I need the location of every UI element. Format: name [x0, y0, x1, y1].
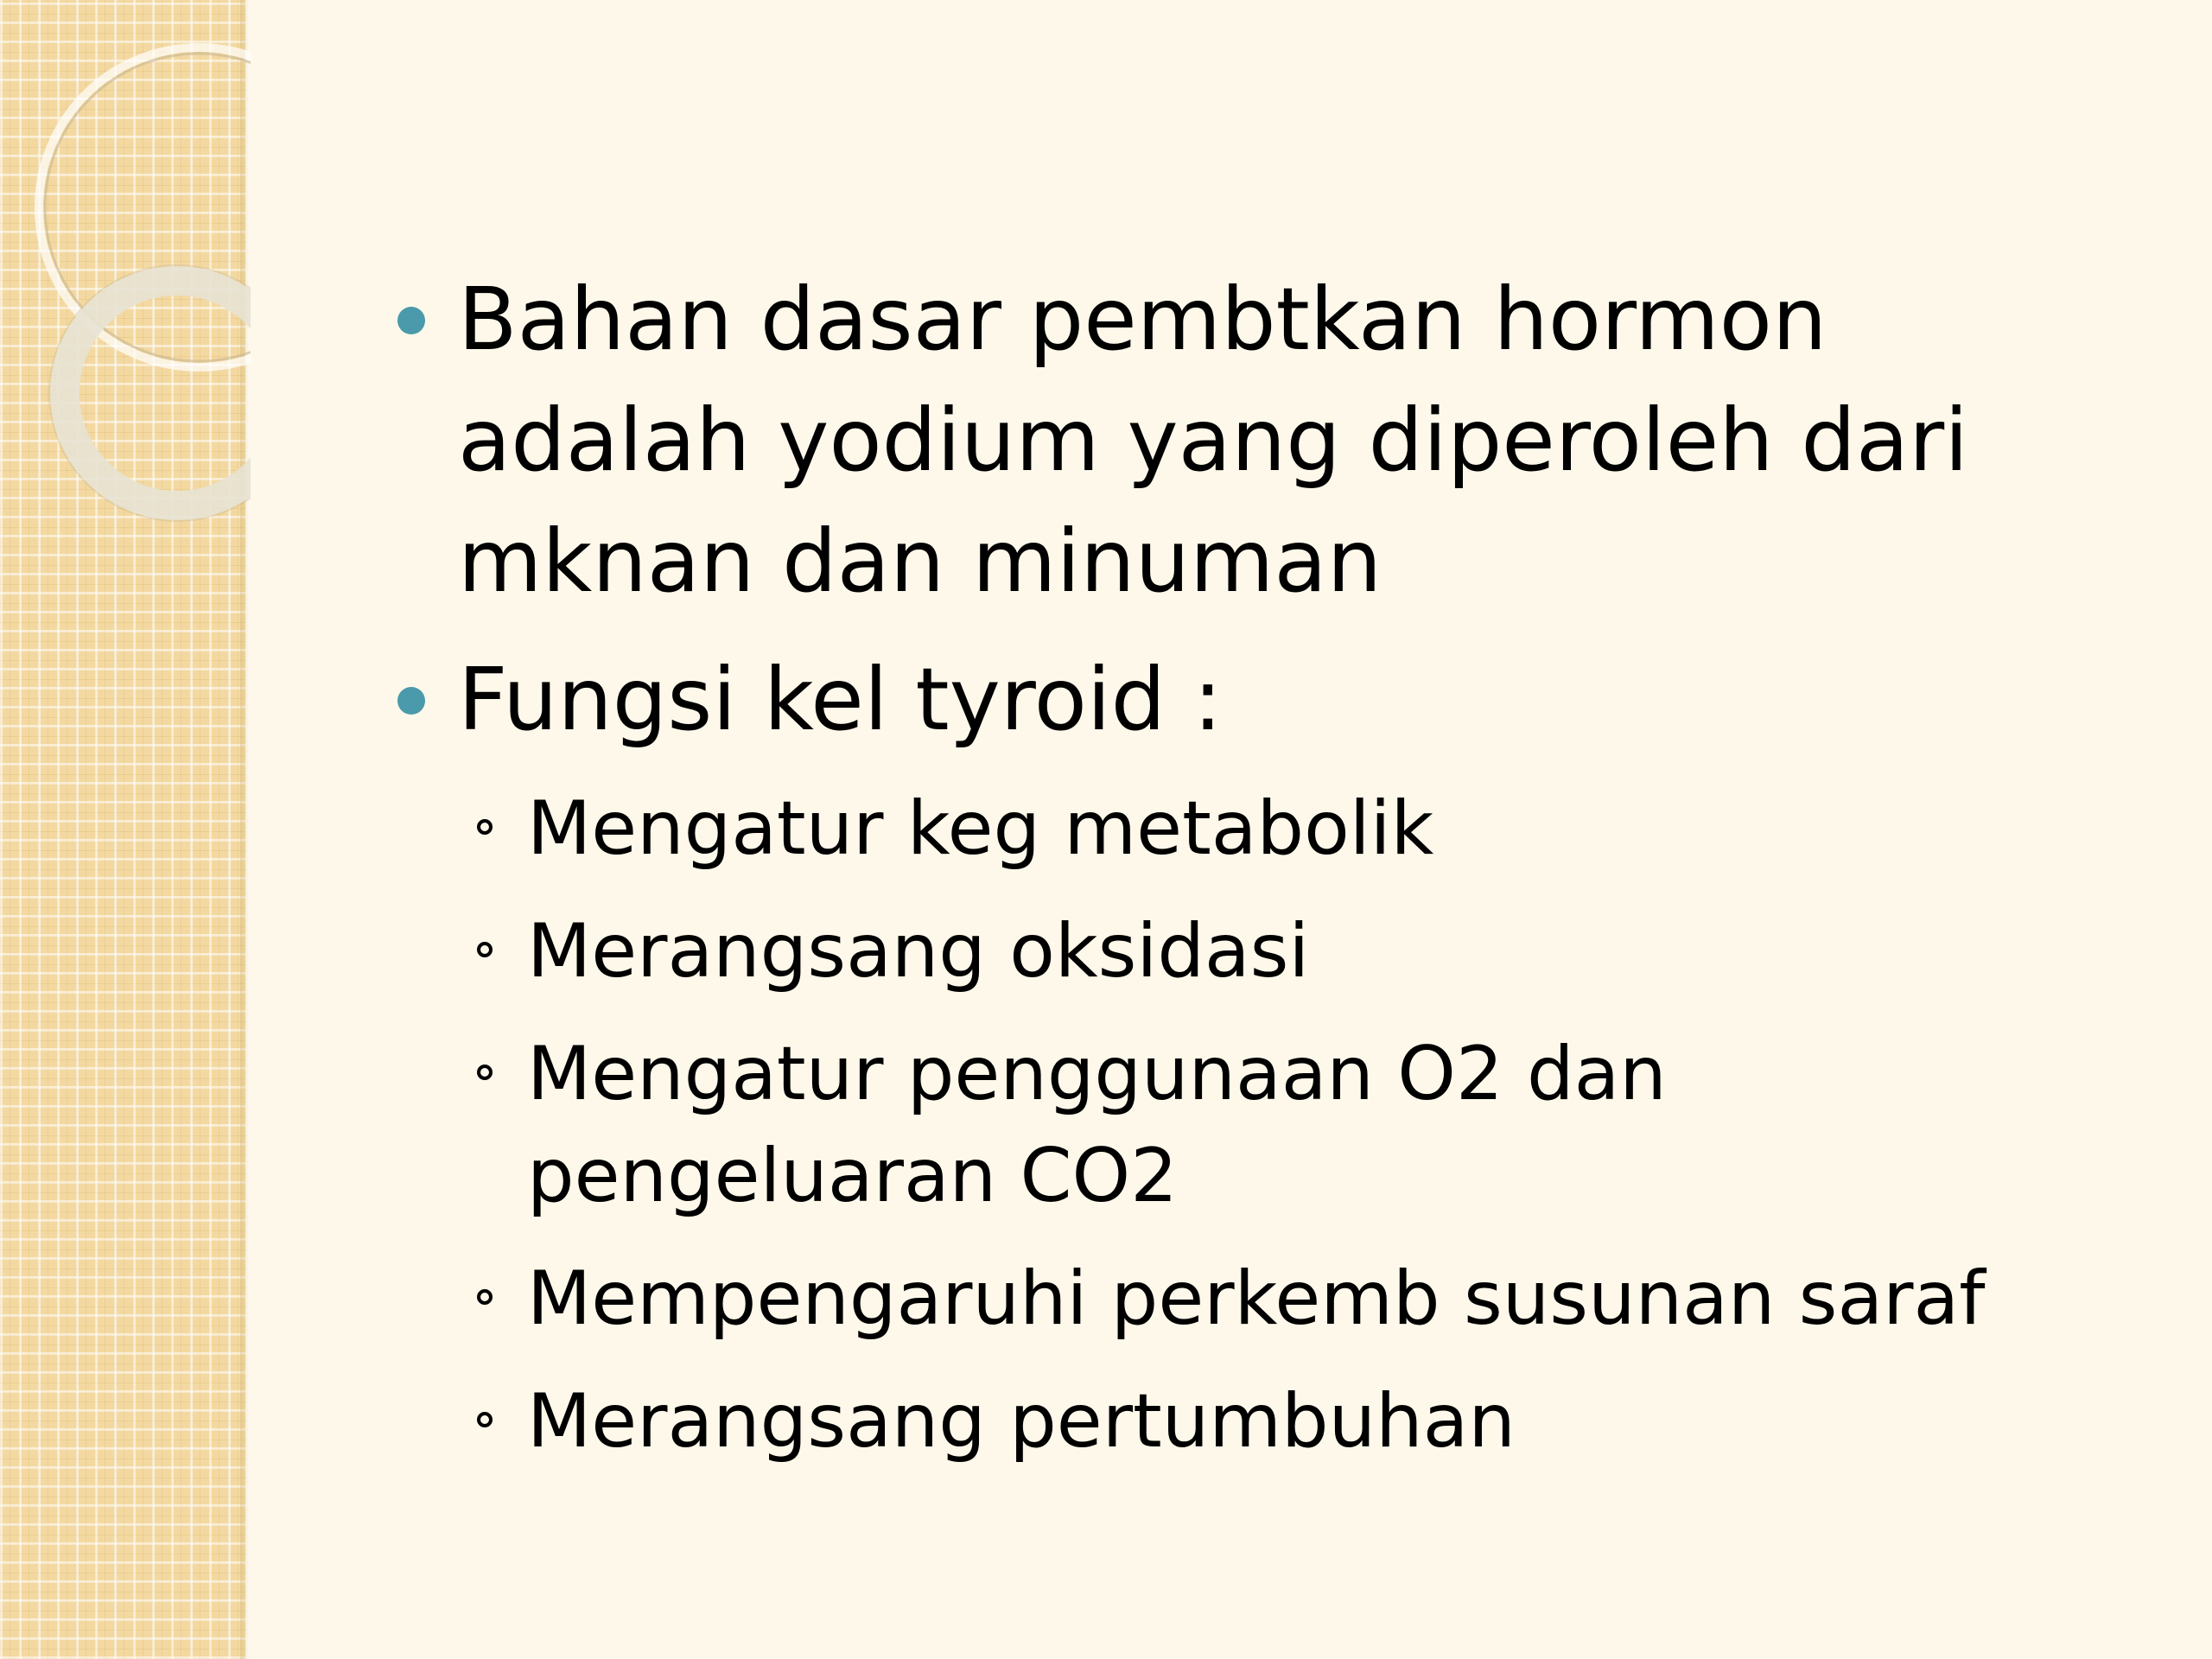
- hollow-circle-icon: [477, 1412, 493, 1427]
- bullet-item: [380, 639, 2091, 760]
- sub-bullet-item: [380, 1370, 2091, 1472]
- hollow-circle-icon: [477, 1289, 493, 1305]
- sub-bullet-item: [380, 1248, 2091, 1350]
- filled-circle-icon: [397, 687, 425, 715]
- sub-bullet-text: Mengatur penggunaan O2 dan pengeluaran CO2: [527, 1031, 1667, 1219]
- decorative-rings-icon: [0, 0, 251, 553]
- bullet-text: Fungsi kel tyroid :: [458, 649, 1223, 750]
- hollow-circle-icon: [477, 942, 493, 957]
- sub-bullet-text: Merangsang pertumbuhan: [527, 1378, 1516, 1465]
- hollow-circle-icon: [477, 819, 493, 835]
- hollow-circle-icon: [477, 1065, 493, 1080]
- bullet-text: Bahan dasar pembtkan hormon adalah yodium yang diperoleh dari mknan dan minuman: [458, 269, 1969, 612]
- bullet-item: [380, 259, 2091, 622]
- sub-bullet-item: [380, 1023, 2091, 1227]
- sub-bullet-item: [380, 900, 2091, 1002]
- sub-bullet-text: Merangsang oksidasi: [527, 908, 1310, 995]
- sub-bullet-text: Mengatur keg metabolik: [527, 785, 1434, 872]
- sub-bullet-item: [380, 778, 2091, 880]
- slide-content: [380, 259, 2091, 1493]
- sub-bullet-text: Mempengaruhi perkemb susunan saraf: [527, 1255, 1986, 1342]
- filled-circle-icon: [397, 307, 425, 334]
